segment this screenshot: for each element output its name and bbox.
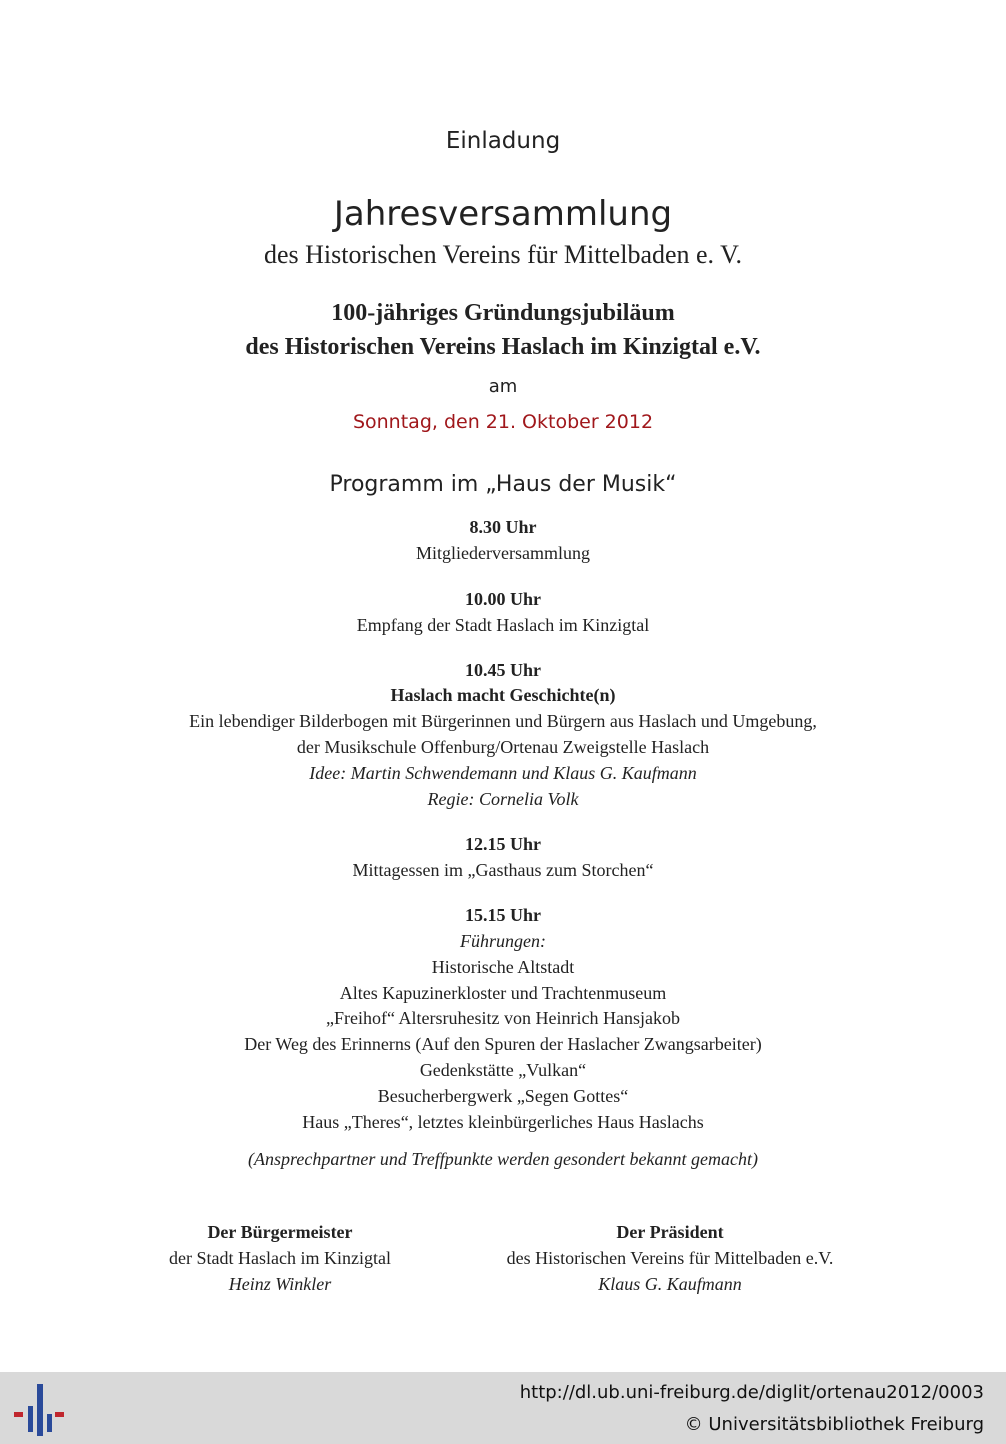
program-text: der Musikschule Offenburg/Ortenau Zweigstelle Haslach <box>296 737 710 757</box>
am-label: am <box>488 376 518 397</box>
event-date: Sonntag, den 21. Oktober 2012 <box>352 411 654 433</box>
program-time: 12.15 Uhr <box>465 834 541 854</box>
program-heading: Haslach macht Geschichte(n) <box>390 685 616 705</box>
einladung-heading: Einladung <box>445 128 561 154</box>
tour-item: Gedenkstätte „Vulkan“ <box>419 1060 587 1080</box>
tours-label: Führungen: <box>460 931 546 951</box>
signature-right-role: Der Präsident <box>616 1222 724 1242</box>
program-time: 10.00 Uhr <box>465 589 541 609</box>
ub-freiburg-logo-icon <box>14 1384 64 1436</box>
program-credit-regie: Regie: Cornelia Volk <box>427 789 579 809</box>
tour-item: Historische Altstadt <box>431 957 575 977</box>
program-time: 15.15 Uhr <box>465 905 541 925</box>
subtitle: des Historischen Vereins für Mittelbaden e. V. <box>263 240 743 269</box>
program-title: Programm im „Haus der Musik“ <box>329 472 677 497</box>
program-credit-idee: Idee: Martin Schwendemann und Klaus G. Kaufmann <box>309 763 697 783</box>
tour-item: „Freihof“ Altersruhesitz von Heinrich Hansjakob <box>326 1008 680 1028</box>
signature-left-role: Der Bürgermeister <box>207 1222 353 1242</box>
jubilaeum-line-1: 100-jähriges Gründungsjubiläum <box>331 300 675 326</box>
program-time: 10.45 Uhr <box>465 660 541 680</box>
program-text: Mitgliederversammlung <box>416 543 590 563</box>
document-url-link[interactable]: http://dl.ub.uni-freiburg.de/diglit/ortenau2012/0003 <box>519 1382 984 1403</box>
footer-bar <box>0 1372 1006 1444</box>
signature-left-name: Heinz Winkler <box>228 1274 332 1294</box>
program-time: 8.30 Uhr <box>469 517 537 537</box>
copyright-text: © Universitätsbibliothek Freiburg <box>684 1414 984 1435</box>
tour-item: Haus „Theres“, letztes kleinbürgerliches Haus Haslachs <box>302 1112 704 1132</box>
signature-left-org: der Stadt Haslach im Kinzigtal <box>169 1248 391 1268</box>
program-text: Ein lebendiger Bilderbogen mit Bürgerinnen und Bürgern aus Haslach und Umgebung, <box>189 711 817 731</box>
program-text: Mittagessen im „Gasthaus zum Storchen“ <box>352 860 654 880</box>
jubilaeum-line-2: des Historischen Vereins Haslach im Kinzigtal e.V. <box>245 334 761 360</box>
signature-right-name: Klaus G. Kaufmann <box>598 1274 742 1294</box>
tour-item: Der Weg des Erinnerns (Auf den Spuren der Haslacher Zwangsarbeiter) <box>244 1034 762 1054</box>
tour-item: Altes Kapuzinerkloster und Trachtenmuseum <box>339 983 667 1003</box>
tour-item: Besucherbergwerk „Segen Gottes“ <box>377 1086 629 1106</box>
signature-right-org: des Historischen Vereins für Mittelbaden e.V. <box>506 1248 834 1268</box>
page-title: Jahresversammlung <box>333 194 673 234</box>
program-text: Empfang der Stadt Haslach im Kinzigtal <box>356 615 650 635</box>
program-note: (Ansprechpartner und Treffpunkte werden gesondert bekannt gemacht) <box>248 1149 758 1169</box>
